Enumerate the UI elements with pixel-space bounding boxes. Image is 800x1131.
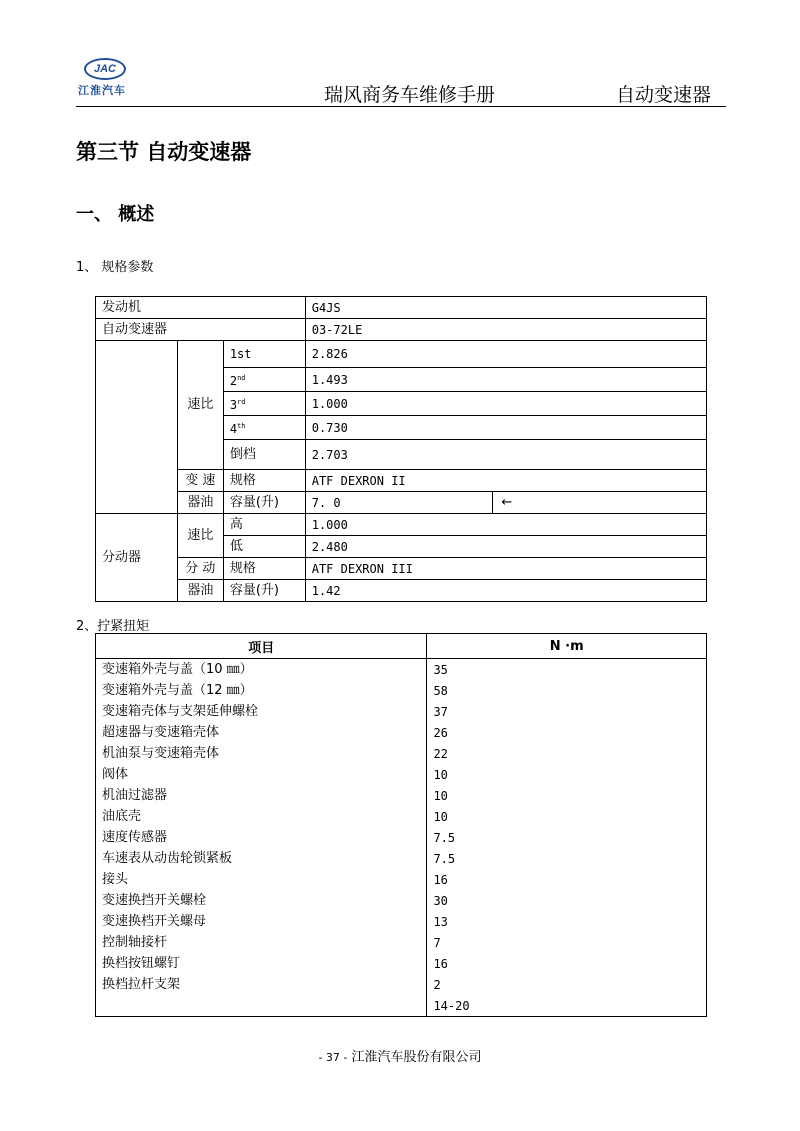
torque-item: 机油过滤器 — [96, 785, 427, 806]
table-row — [96, 785, 707, 806]
spec-table — [95, 296, 707, 602]
torque-value: 14-20 — [427, 995, 707, 1017]
torque-value: 10 — [427, 806, 707, 827]
gear-label: 1st — [223, 341, 305, 368]
table-row — [96, 890, 707, 911]
trans-label: 自动变速器 — [96, 319, 306, 341]
section-title: 第三节 自动变速器 — [76, 140, 252, 164]
table-row — [96, 492, 707, 514]
chapter-title: 自动变速器 — [616, 84, 712, 106]
table-row — [96, 659, 707, 681]
torque-value: 7 — [427, 932, 707, 953]
ratio-label: 速比 — [177, 341, 223, 470]
trans-oil-spec: ATF DEXRON II — [305, 470, 706, 492]
table-row — [96, 701, 707, 722]
torque-item: 换档按钮螺钉 — [96, 953, 427, 974]
high-value: 1.000 — [305, 514, 706, 536]
transfer-label: 分动器 — [96, 514, 178, 602]
table-row — [96, 764, 707, 785]
capacity-label: 容量(升) — [223, 492, 305, 514]
transfer-oil-label-1: 分 动 — [177, 558, 223, 580]
gear-label: 2nd — [223, 368, 305, 392]
torque-value: 16 — [427, 869, 707, 890]
transfer-oil-spec: ATF DEXRON III — [305, 558, 706, 580]
arrow-left-icon: ← — [493, 492, 707, 514]
torque-item: 油底壳 — [96, 806, 427, 827]
table-row — [96, 932, 707, 953]
torque-item: 换档拉杆支架 — [96, 974, 427, 995]
table-row — [96, 953, 707, 974]
table-row — [96, 995, 707, 1017]
torque-value: 7.5 — [427, 848, 707, 869]
table-row — [96, 911, 707, 932]
trans-oil-label-2: 器油 — [177, 492, 223, 514]
manual-title: 瑞风商务车维修手册 — [324, 84, 496, 106]
torque-value: 7.5 — [427, 827, 707, 848]
gear-value: 1.000 — [305, 392, 706, 416]
torque-value: 35 — [427, 659, 707, 681]
transfer-oil-label-2: 器油 — [177, 580, 223, 602]
table-header-row — [96, 634, 707, 659]
torque-item: 阀体 — [96, 764, 427, 785]
torque-value: 2 — [427, 974, 707, 995]
torque-value: 10 — [427, 764, 707, 785]
gear-label: 4th — [223, 416, 305, 440]
low-value: 2.480 — [305, 536, 706, 558]
torque-item: 变速箱外壳与盖（12 ㎜） — [96, 680, 427, 701]
engine-value: G4JS — [305, 297, 706, 319]
spec-heading: 1、 规格参数 — [76, 260, 154, 275]
logo-company-name: 江淮汽车 — [78, 84, 126, 97]
footer-company: 江淮汽车股份有限公司 — [351, 1050, 482, 1065]
torque-item: 车速表从动齿轮锁紧板 — [96, 848, 427, 869]
table-row — [96, 558, 707, 580]
gear-value: 1.493 — [305, 368, 706, 392]
torque-item: 变速换挡开关螺栓 — [96, 890, 427, 911]
table-row — [96, 743, 707, 764]
table-row — [96, 722, 707, 743]
torque-item: 机油泵与变速箱壳体 — [96, 743, 427, 764]
table-row — [96, 680, 707, 701]
torque-table — [95, 633, 707, 1017]
table-row — [96, 806, 707, 827]
high-label: 高 — [223, 514, 305, 536]
logo-text: JAC — [93, 63, 116, 75]
trans-group-cell — [96, 341, 178, 514]
table-row — [96, 848, 707, 869]
torque-value: 22 — [427, 743, 707, 764]
torque-item: 变速箱壳体与支架延伸螺栓 — [96, 701, 427, 722]
table-row — [96, 580, 707, 602]
subsection-title: 一、 概述 — [76, 204, 155, 225]
gear-label: 3rd — [223, 392, 305, 416]
torque-value: 16 — [427, 953, 707, 974]
torque-item: 接头 — [96, 869, 427, 890]
torque-value: 58 — [427, 680, 707, 701]
table-row — [96, 470, 707, 492]
table-row — [96, 827, 707, 848]
low-label: 低 — [223, 536, 305, 558]
torque-item: 控制轴接杆 — [96, 932, 427, 953]
engine-label: 发动机 — [96, 297, 306, 319]
trans-oil-capacity: 7. 0 — [305, 492, 493, 514]
col-item-header: 项目 — [96, 634, 427, 659]
table-row — [96, 297, 707, 319]
gear-value: 2.826 — [305, 341, 706, 368]
capacity-label: 容量(升) — [223, 580, 305, 602]
torque-item: 变速换档开关螺母 — [96, 911, 427, 932]
spec-label: 规格 — [223, 558, 305, 580]
torque-value: 30 — [427, 890, 707, 911]
trans-value: 03-72LE — [305, 319, 706, 341]
torque-item: 速度传感器 — [96, 827, 427, 848]
jac-logo — [84, 58, 126, 80]
spec-label: 规格 — [223, 470, 305, 492]
torque-value: 37 — [427, 701, 707, 722]
torque-body — [96, 659, 707, 1017]
table-row — [96, 514, 707, 536]
torque-item: 变速箱外壳与盖（10 ㎜） — [96, 659, 427, 681]
torque-item — [96, 995, 427, 1017]
transfer-ratio-label: 速比 — [177, 514, 223, 558]
gear-label: 倒档 — [223, 440, 305, 470]
torque-value: 13 — [427, 911, 707, 932]
gear-value: 2.703 — [305, 440, 706, 470]
footer — [0, 1046, 800, 1065]
col-unit-header: N ·m — [427, 634, 707, 659]
torque-heading: 2、拧紧扭矩 — [76, 619, 150, 634]
torque-value: 10 — [427, 785, 707, 806]
gear-value: 0.730 — [305, 416, 706, 440]
transfer-oil-capacity: 1.42 — [305, 580, 706, 602]
table-row — [96, 869, 707, 890]
torque-item: 超速器与变速箱壳体 — [96, 722, 427, 743]
table-row — [96, 974, 707, 995]
table-row — [96, 341, 707, 368]
torque-value: 26 — [427, 722, 707, 743]
table-row — [96, 319, 707, 341]
page-number: - 37 - — [318, 1051, 348, 1064]
header-divider — [76, 106, 726, 107]
trans-oil-label-1: 变 速 — [177, 470, 223, 492]
